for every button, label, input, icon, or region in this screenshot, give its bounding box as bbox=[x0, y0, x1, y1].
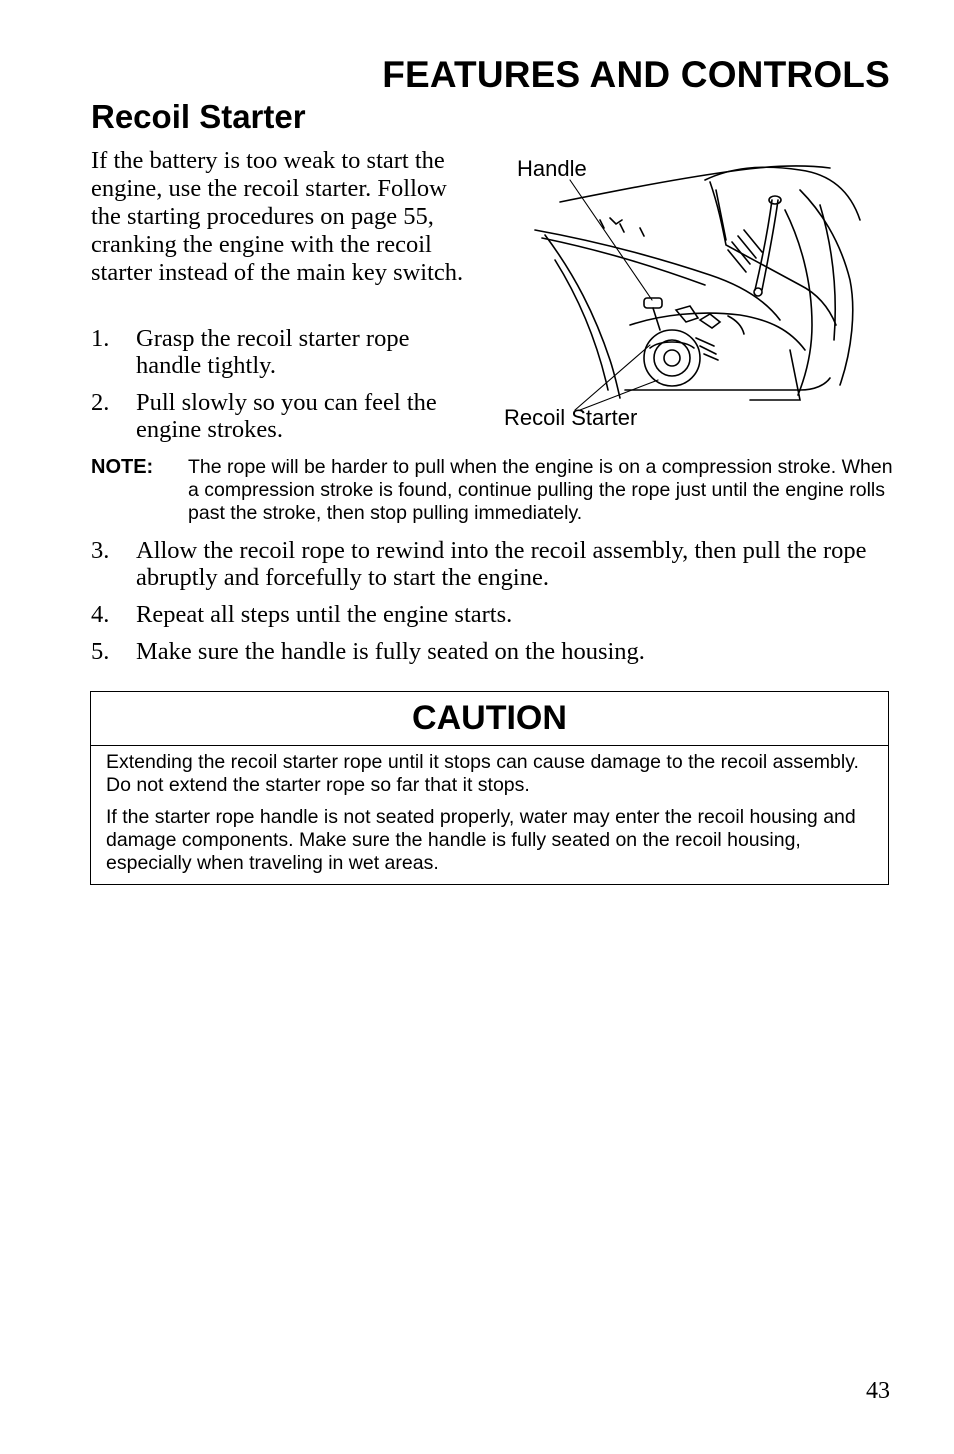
handle-callout-label: Handle bbox=[517, 156, 587, 181]
steps-list-second bbox=[91, 537, 891, 675]
caution-box bbox=[90, 691, 889, 885]
list-item bbox=[91, 389, 471, 443]
step-number: 2. bbox=[91, 389, 110, 416]
list-item bbox=[91, 601, 891, 628]
page-number: 43 bbox=[866, 1378, 890, 1404]
step-number: 5. bbox=[91, 638, 110, 665]
step-text: Pull slowly so you can feel the engine strokes. bbox=[136, 389, 437, 443]
intro-paragraph: If the battery is too weak to start the engine, use the recoil starter. Follow the starting procedures on page 55, cranking the engine with the recoil starter instead of the main key switch. bbox=[91, 147, 464, 286]
step-text: Allow the recoil rope to rewind into the recoil assembly, then pull the rope abruptly and forcefully to start the engine. bbox=[136, 537, 867, 591]
list-item bbox=[91, 537, 891, 591]
step-number: 1. bbox=[91, 325, 110, 352]
step-text: Make sure the handle is fully seated on the housing. bbox=[136, 638, 645, 665]
steps-list-first bbox=[91, 325, 471, 453]
atv-engine-drawing bbox=[500, 150, 870, 440]
list-item bbox=[91, 325, 471, 379]
note-block bbox=[91, 456, 901, 525]
section-title: FEATURES AND CONTROLS bbox=[382, 54, 890, 95]
caution-title: CAUTION bbox=[91, 692, 888, 746]
note-text: The rope will be harder to pull when the engine is on a compression stroke. When a compression stroke is found, continue pulling the rope just until the engine rolls past the stroke, then stop pulling immediately. bbox=[188, 456, 893, 524]
note-label: NOTE: bbox=[91, 456, 154, 478]
step-number: 3. bbox=[91, 537, 110, 564]
recoil-starter-illustration bbox=[500, 150, 870, 440]
step-text: Grasp the recoil starter rope handle tightly. bbox=[136, 325, 410, 379]
caution-paragraph: Extending the recoil starter rope until it stops can cause damage to the recoil assembly. Do not extend the starter rope so far that it stops. bbox=[106, 751, 859, 796]
recoil-starter-callout-label: Recoil Starter bbox=[504, 405, 638, 430]
caution-paragraph: If the starter rope handle is not seated properly, water may enter the recoil housing and damage components. Make sure the handle is fully seated on the recoil housing, especially when traveling in wet areas. bbox=[106, 806, 856, 874]
list-item bbox=[91, 638, 891, 665]
step-number: 4. bbox=[91, 601, 110, 628]
step-text: Repeat all steps until the engine starts. bbox=[136, 601, 513, 628]
caution-body bbox=[91, 746, 888, 875]
subsection-title: Recoil Starter bbox=[91, 98, 306, 135]
